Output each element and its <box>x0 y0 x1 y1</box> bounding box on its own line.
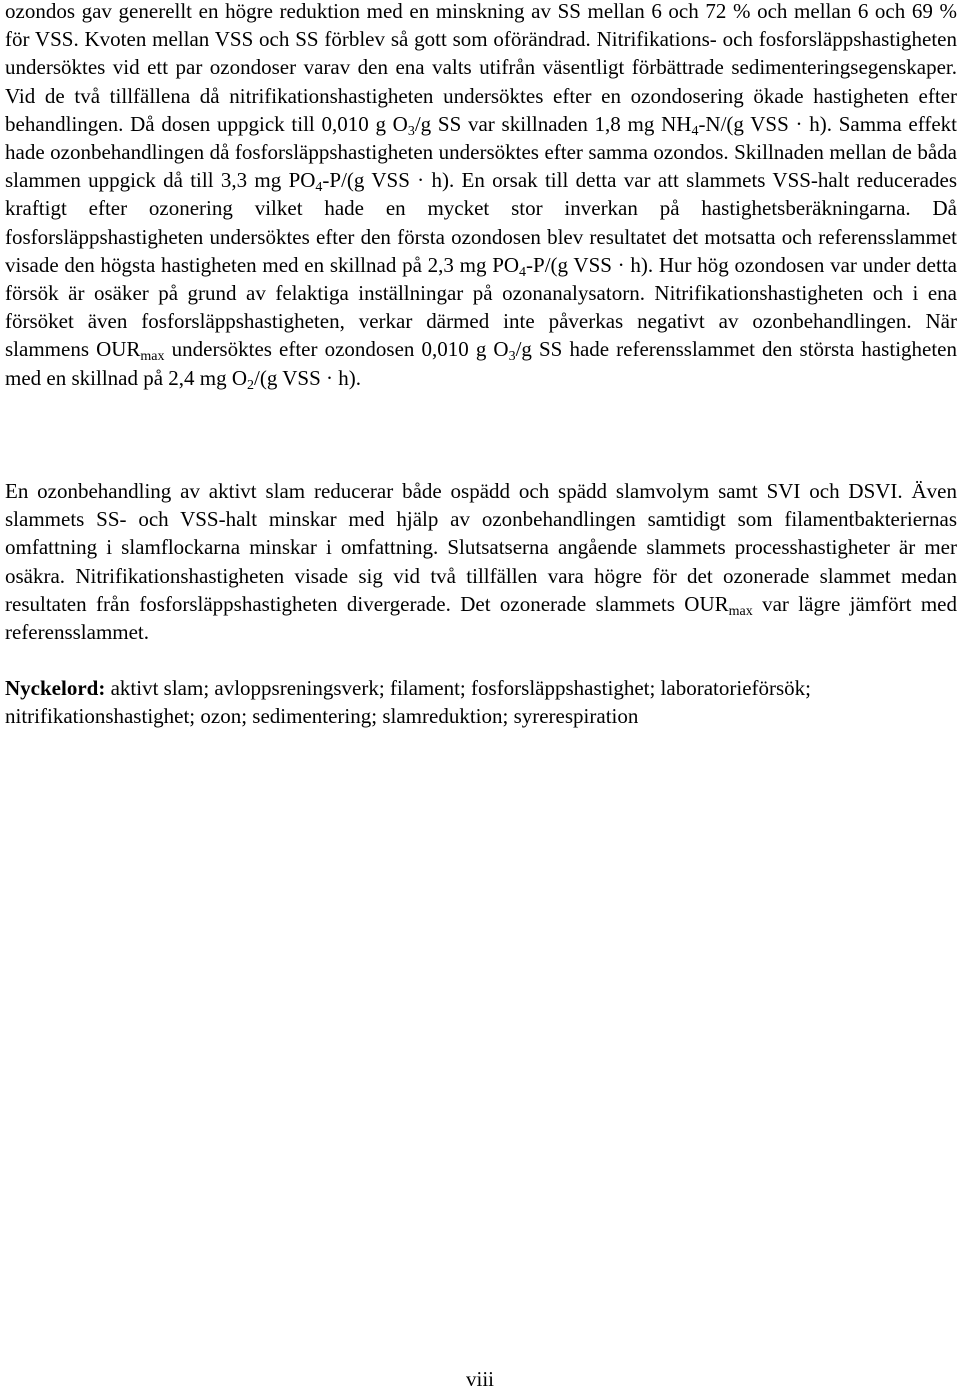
text-run: /g SS hade referensslammet den största hastigheten med en skillnad på 2,4 mg O <box>5 337 957 390</box>
keywords-label: Nyckelord: <box>5 676 106 700</box>
text-run: En ozonbehandling av aktivt slam reducerar både ospädd och spädd slamvolym samt SVI och DSVI. Även slammets SS- och VSS-halt minskar med hjälp av ozonbehandlingen samtidigt som filamentbakteriernas omfattning i slamflockarna minskar i omfattning. Slutsatserna angående slammets processhastigheter är mer osäkra. Nitrifikationshastigheten visade sig vid två tillfällen vara högre för det ozonerade slammet medan resultaten från fosforsläppshastigheten divergerade. Det ozonerade slammets OUR <box>5 479 957 616</box>
page-number: viii <box>465 1367 494 1391</box>
text-run: ozondos gav generellt en högre reduktion med en minskning av SS mellan 6 och 72 % och mellan 6 och 69 % för VSS. Kvoten mellan VSS och SS förblev så gott som oförändrad. Nitrifikations- och fosforsläppshastigheten undersöktes vid ett par ozondoser varav den ena valts utifrån väsentligt förbättrade sedimenteringsegenskaper. Vid de två tillfällena då nitrifikationshastigheten undersöktes efter en ozondosering ökade hastigheten efter behandlingen. Då dosen uppgick till 0,010 g O <box>5 0 957 136</box>
text-run: var lägre jämfört med referensslammet. <box>5 591 958 645</box>
text-run: aktivt slam; avloppsreningsverk; filament; fosforsläppshastighet; laboratorieförsök; nitrifikationshastighet; ozon; sedimentering; slamreduktion; syrerespiration <box>5 676 812 729</box>
subscript: 3 <box>508 349 516 365</box>
keywords-paragraph <box>5 674 957 730</box>
subscript: 4 <box>691 123 699 139</box>
text-run: /(g VSS · h). <box>254 365 362 390</box>
text-run: -N/(g VSS · h). Samma effekt hade ozonbehandlingen då fosforsläppshastigheten undersöktes efter samma ozondos. Skillnaden mellan de båda slammen uppgick då till 3,3 mg PO <box>5 111 957 193</box>
text-run: -P/(g VSS · h). En orsak till detta var att slammets VSS-halt reducerades kraftigt efter ozonering vilket hade en mycket stor inverkan på hastighetsberäkningarna. Då fosforsläppshastigheten undersöktes efter den första ozondosen blev resultatet det motsatta och referensslammet visade den högsta hastigheten med en skillnad på 2,3 mg PO <box>5 168 957 277</box>
results-paragraph <box>5 0 957 392</box>
text-run: /g SS var skillnaden 1,8 mg NH <box>414 111 692 136</box>
subscript: 4 <box>519 264 527 280</box>
conclusion-paragraph <box>5 477 957 646</box>
text-run: undersöktes efter ozondosen 0,010 g O <box>164 337 509 362</box>
subscript: 2 <box>247 377 255 393</box>
text-run: -P/(g VSS · h). Hur hög ozondosen var under detta försök är osäker på grund av felaktiga inställningar på ozonanalysatorn. Nitrifikationshastigheten och i ena försöket även fosforsläppshastigheten, verkar därmed inte påverkas negativt av ozonbehandlingen. När slammens OUR <box>5 252 957 362</box>
subscript: max <box>728 603 753 619</box>
subscript: 3 <box>407 123 415 139</box>
subscript: max <box>140 349 165 365</box>
subscript: 4 <box>315 180 323 196</box>
